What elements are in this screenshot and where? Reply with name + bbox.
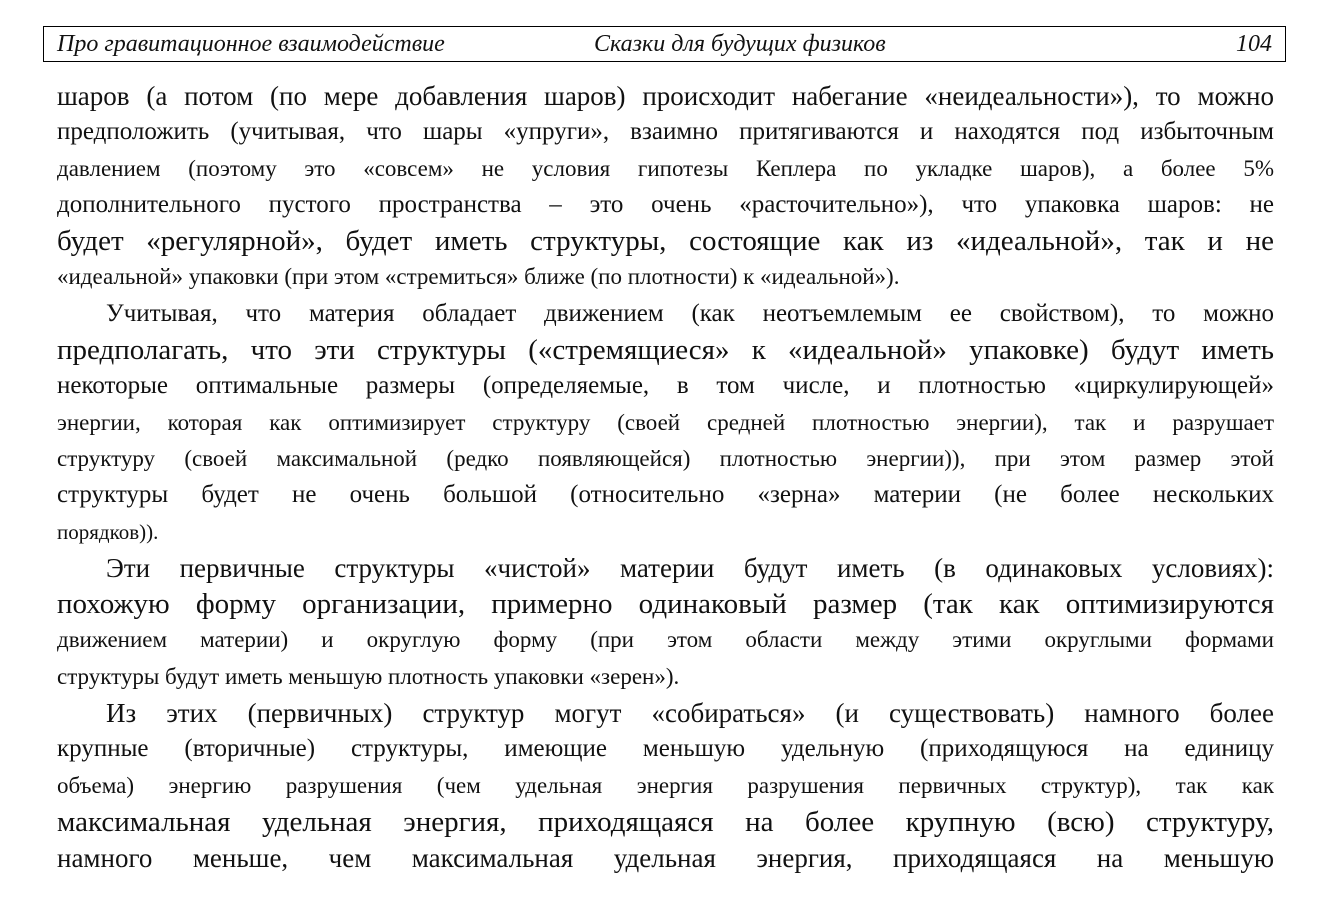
text-line: предположить (учитывая, что шары «упруги», взаимно притягиваются и находятся под избыточным [57,118,1274,146]
text-line: структуры будут иметь меньшую плотность упаковки «зерен»). [57,663,680,689]
text-line: некоторые оптимальные размеры (определяемые, в том числе, и плотностью «циркулирующей» [57,372,1274,400]
text-line: похожую форму организации, примерно одинаковый размер (так как оптимизируются [57,588,1274,621]
text-line: структуры будет не очень большой (относительно «зерна» материи (не более нескольких [57,481,1274,509]
text-line: крупные (вторичные) структуры, имеющие меньшую удельную (приходящуюся на единицу [57,735,1274,763]
text-line: энергии, которая как оптимизирует структуру (своей средней плотностью энергии), так и разрушает [57,409,1274,435]
text-line: Из этих (первичных) структур могут «собираться» (и существовать) намного более [106,698,1274,729]
text-line: предполагать, что эти структуры («стремящиеся» к «идеальной» упаковке) будут иметь [57,334,1274,367]
text-line: порядков)). [57,519,159,544]
text-line: шаров (а потом (по мере добавления шаров) происходит набегание «неидеальности»), то можно [57,81,1274,111]
text-line: объема) энергию разрушения (чем удельная энергия разрушения первичных структур), так как [57,772,1274,798]
header-chapter-title: Про гравитационное взаимодействие [57,31,445,57]
text-line: будет «регулярной», будет иметь структуры, состоящие как из «идеальной», так и не [57,225,1274,258]
text-line: «идеальной» упаковки (при этом «стремиться» ближе (по плотности) к «идеальной»). [57,264,900,290]
text-line: намного меньше, чем максимальная удельная энергия, приходящаяся на меньшую [57,843,1274,874]
text-line: максимальная удельная энергия, приходящаяся на более крупную (всю) структуру, [57,805,1274,838]
text-line: движением материи) и округлую форму (при этом области между этими округлыми формами [57,627,1274,653]
header-page-number: 104 [1236,31,1272,57]
text-line: Учитывая, что материя обладает движением (как неотъемлемым ее свойством), то можно [106,299,1274,327]
text-line: давлением (поэтому это «совсем» не условия гипотезы Кеплера по укладке шаров), а более 5% [57,155,1274,181]
text-line: Эти первичные структуры «чистой» материи будут иметь (в одинаковых условиях): [106,552,1274,583]
text-line: дополнительного пустого пространства – это очень «расточительно»), что упаковка шаров: не [57,190,1274,218]
page-body [57,78,1274,877]
text-line: структуру (своей максимальной (редко появляющейся) плотностью энергии)), при этом размер этой [57,445,1274,471]
running-header [43,26,1286,62]
header-book-title: Сказки для будущих физиков [594,31,886,57]
